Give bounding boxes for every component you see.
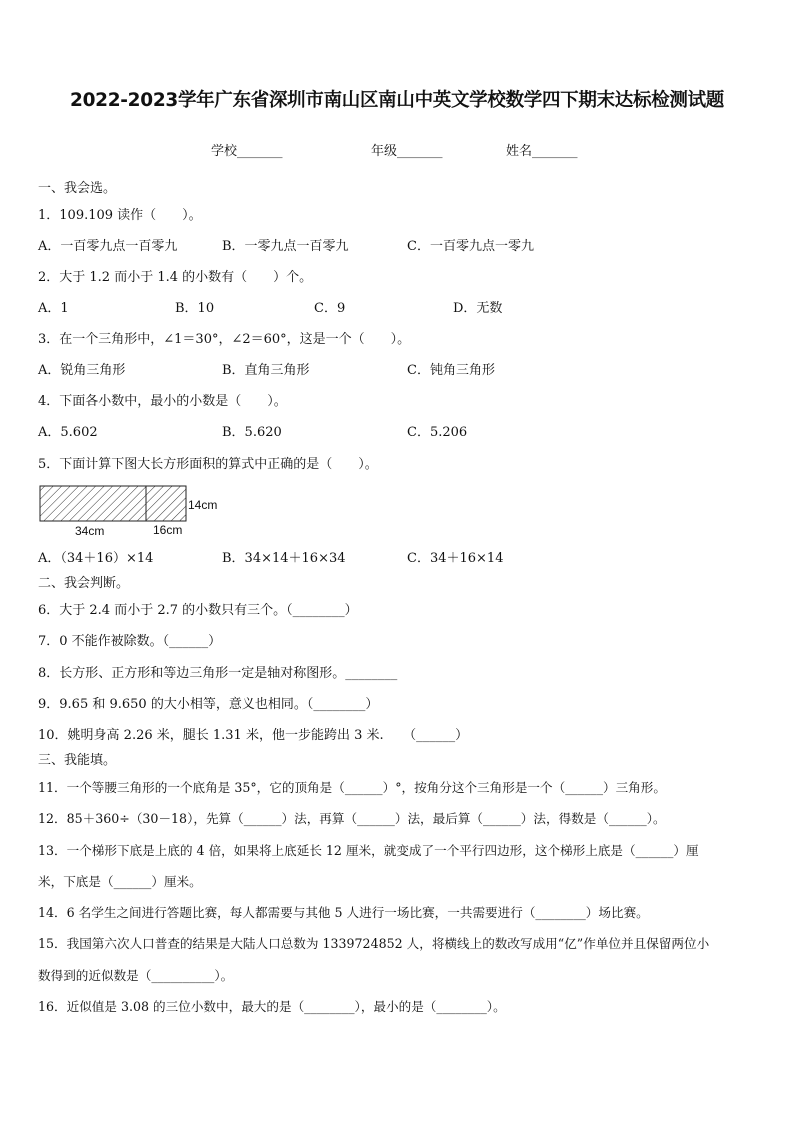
q4-option-c: C．5.206 xyxy=(407,425,468,440)
q3-option-b: B．直角三角形 xyxy=(222,363,310,378)
height-label: 14cm xyxy=(188,498,218,512)
rectangle-figure xyxy=(38,484,238,540)
question-14: 14．6 名学生之间进行答题比赛，每人都需要与其他 5 人进行一场比赛，一共需要进行（________）场比赛。 xyxy=(38,905,649,920)
question-13-line-2: 米，下底是（______）厘米。 xyxy=(38,874,202,889)
question-6: 6．大于 2.4 而小于 2.7 的小数只有三个。（________） xyxy=(38,603,358,618)
school-field: 学校_______ xyxy=(211,144,283,159)
q1-option-a: A．一百零九点一百零九 xyxy=(38,239,178,254)
question-7: 7．0 不能作被除数。（______） xyxy=(38,634,222,649)
q4-option-a: A．5.602 xyxy=(38,425,98,440)
q5-option-b: B．34×14＋16×34 xyxy=(222,551,346,566)
page-title: 2022-2023学年广东省深圳市南山区南山中英文学校数学四下期末达标检测试题 xyxy=(70,90,724,111)
question-3: 3．在一个三角形中，∠1＝30°，∠2＝60°，这是一个（ ）。 xyxy=(38,332,411,347)
question-16: 16．近似值是 3.08 的三位小数中，最大的是（________），最小的是（________）。 xyxy=(38,999,506,1014)
q1-option-b: B．一零九点一百零九 xyxy=(222,239,349,254)
q3-option-a: A．锐角三角形 xyxy=(38,363,126,378)
left-rectangle xyxy=(40,486,146,521)
q2-option-b: B．10 xyxy=(175,301,215,316)
section-fill-heading: 三、我能填。 xyxy=(38,753,117,768)
question-1: 1．109.109 读作（ ）。 xyxy=(38,208,202,223)
question-12: 12．85＋360÷（30－18），先算（______）法，再算（______）法，最后算（______）法，得数是（______）。 xyxy=(38,811,666,826)
q5-option-a: A．（34＋16）×14 xyxy=(38,551,154,566)
q2-option-a: A．1 xyxy=(38,301,69,316)
question-15-line-2: 数得到的近似数是（__________）。 xyxy=(38,968,234,983)
question-2: 2．大于 1.2 而小于 1.4 的小数有（ ）个。 xyxy=(38,270,313,285)
q2-option-c: C．9 xyxy=(314,301,346,316)
q5-option-c: C．34＋16×14 xyxy=(407,551,504,566)
grade-field: 年级_______ xyxy=(371,144,443,159)
question-5: 5．下面计算下图大长方形面积的算式中正确的是（ ）。 xyxy=(38,457,378,472)
q3-option-c: C．钝角三角形 xyxy=(407,363,495,378)
q4-option-b: B．5.620 xyxy=(222,425,282,440)
section-judge-heading: 二、我会判断。 xyxy=(38,576,130,591)
question-10: 10．姚明身高 2.26 米，腿长 1.31 米，他一步能跨出 3 米. （______） xyxy=(38,728,469,743)
question-11: 11．一个等腰三角形的一个底角是 35°，它的顶角是（______）°，按角分这个三角形是一个（______）三角形。 xyxy=(38,780,666,795)
section-choice-heading: 一、我会选。 xyxy=(38,181,117,196)
question-13-line-1: 13．一个梯形下底是上底的 4 倍，如果将上底延长 12 厘米，就变成了一个平行四边形，这个梯形上底是（______）厘 xyxy=(38,843,699,858)
width-label-right: 16cm xyxy=(153,523,183,537)
name-field: 姓名_______ xyxy=(506,144,578,159)
right-rectangle xyxy=(146,486,186,521)
q1-option-c: C．一百零九点一零九 xyxy=(407,239,534,254)
question-8: 8．长方形、正方形和等边三角形一定是轴对称图形。________ xyxy=(38,666,398,681)
question-9: 9．9.65 和 9.650 的大小相等，意义也相同。（________） xyxy=(38,697,379,712)
q2-option-d: D．无数 xyxy=(453,301,503,316)
width-label-left: 34cm xyxy=(75,524,105,538)
question-15-line-1: 15．我国第六次人口普查的结果是大陆人口总数为 1339724852 人，将横线上的数改写成用“亿”作单位并且保留两位小 xyxy=(38,936,710,951)
question-4: 4．下面各小数中，最小的小数是（ ）。 xyxy=(38,394,287,409)
